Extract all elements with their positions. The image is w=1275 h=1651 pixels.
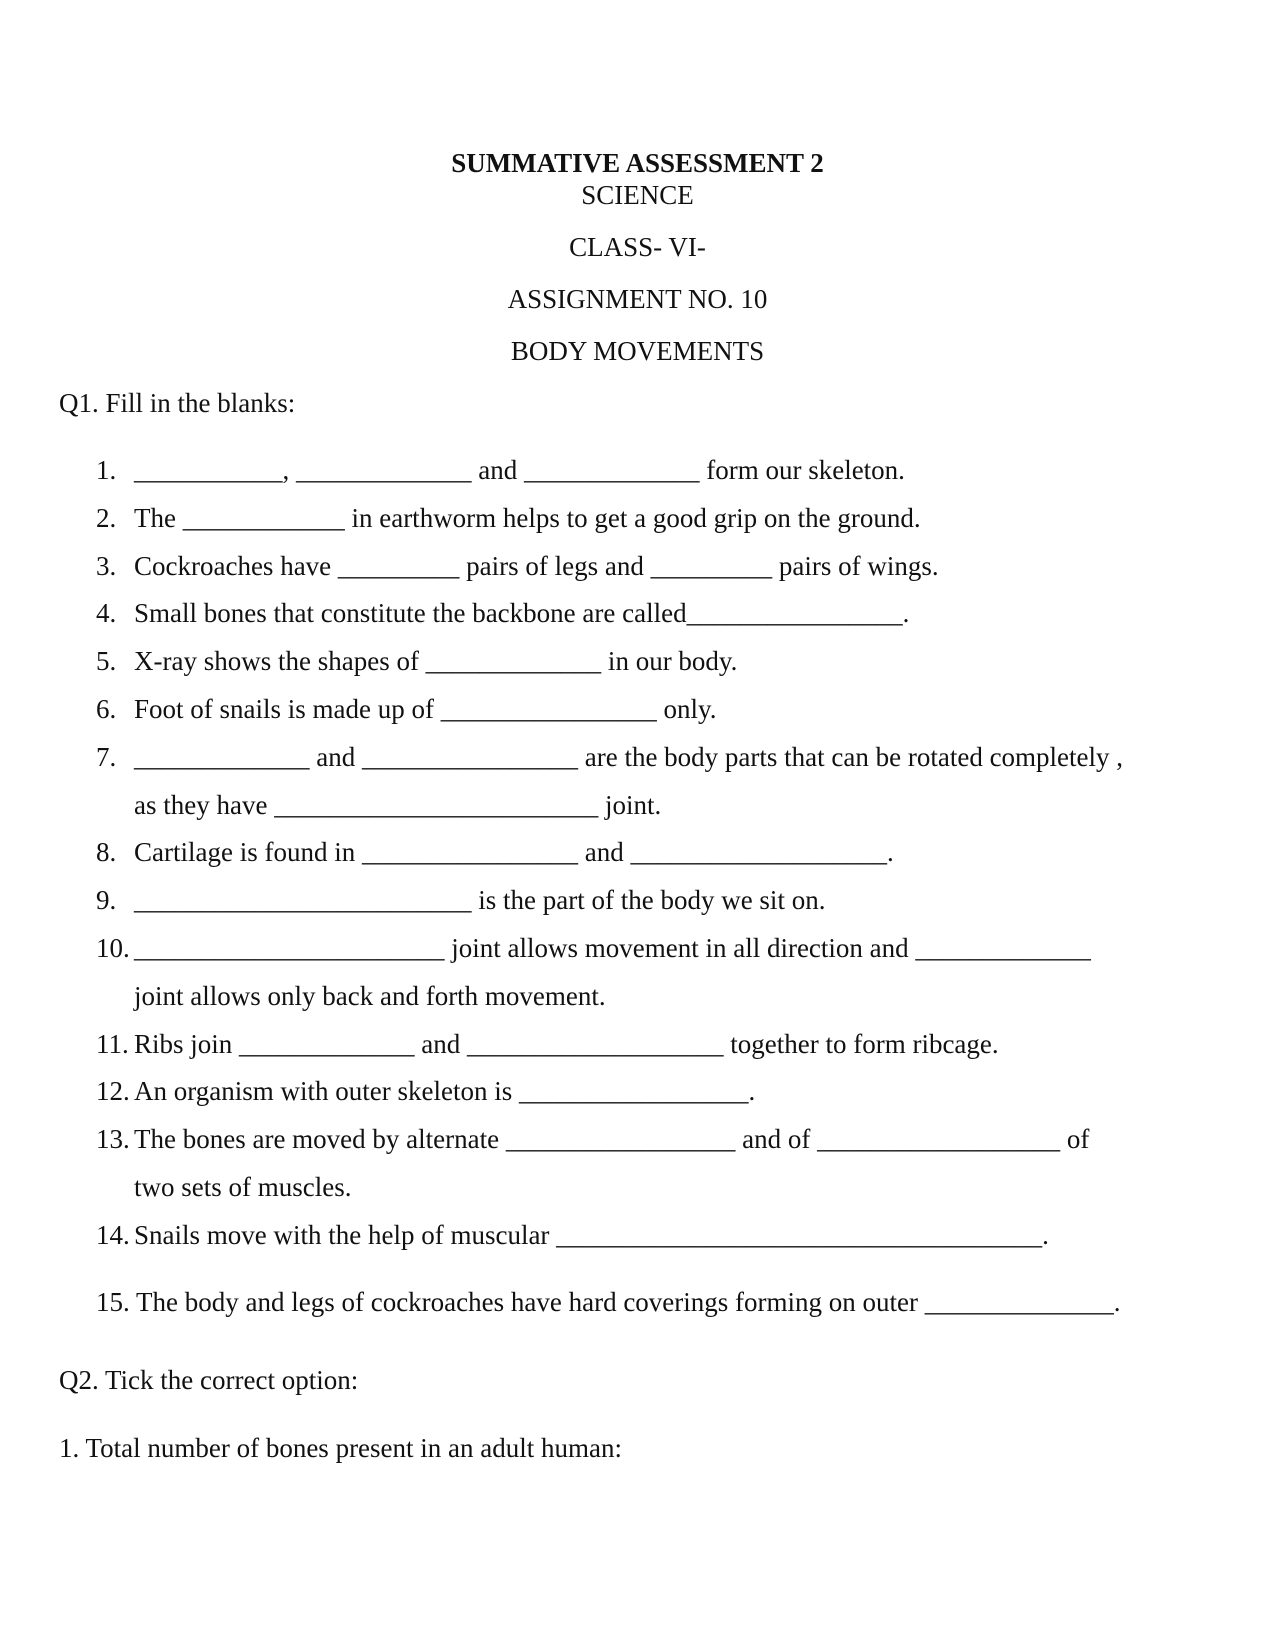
q1-item-7-continuation: as they have ________________________ joint. (134, 790, 662, 820)
q1-heading: Q1. Fill in the blanks: (59, 388, 296, 418)
q1-item-5-number: 5. (96, 646, 117, 676)
q1-item-4-text: Small bones that constitute the backbone are called________________. (134, 598, 910, 628)
q1-item-13-number: 13. (96, 1124, 130, 1154)
q1-item-11-number: 11. (96, 1029, 129, 1059)
assignment-title: ASSIGNMENT NO. 10 (507, 284, 768, 314)
q1-item-15-text: 15. The body and legs of cockroaches have hard coverings forming on outer ______________. (96, 1287, 1121, 1317)
q1-item-12-text: An organism with outer skeleton is _________________. (134, 1076, 756, 1106)
q2-item-1-text: 1. Total number of bones present in an adult human: (59, 1433, 622, 1463)
q1-item-8-text: Cartilage is found in ________________ and ___________________. (134, 837, 894, 867)
topic-title: BODY MOVEMENTS (510, 336, 765, 366)
q1-item-9-number: 9. (96, 885, 117, 915)
q2-heading: Q2. Tick the correct option: (59, 1365, 359, 1395)
q1-item-13-continuation: two sets of muscles. (134, 1172, 352, 1202)
q1-item-10-number: 10. (96, 933, 130, 963)
q1-item-6-number: 6. (96, 694, 117, 724)
q1-item-1-number: 1. (96, 455, 117, 485)
q1-item-2-number: 2. (96, 503, 117, 533)
q1-item-1-text: ___________, _____________ and _____________ form our skeleton. (134, 455, 905, 485)
q1-item-14-text: Snails move with the help of muscular ____________________________________. (134, 1220, 1049, 1250)
q1-item-4-number: 4. (96, 598, 117, 628)
q1-item-2-text: The ____________ in earthworm helps to get a good grip on the ground. (134, 503, 921, 533)
q1-item-8-number: 8. (96, 837, 117, 867)
q1-item-6-text: Foot of snails is made up of ________________ only. (134, 694, 717, 724)
q1-item-3-text: Cockroaches have _________ pairs of legs and _________ pairs of wings. (134, 551, 939, 581)
q1-item-9-text: _________________________ is the part of the body we sit on. (134, 885, 826, 915)
q1-item-7-text: _____________ and ________________ are the body parts that can be rotated completely , (134, 742, 1124, 772)
q1-item-11-text: Ribs join _____________ and ___________________ together to form ribcage. (134, 1029, 999, 1059)
subject-title: SCIENCE (581, 180, 694, 210)
class-title: CLASS- VI- (569, 232, 706, 262)
q1-item-13-text: The bones are moved by alternate _________________ and of __________________ of (134, 1124, 1090, 1154)
q1-item-14-number: 14. (96, 1220, 130, 1250)
q1-item-10-text: _______________________ joint allows movement in all direction and _____________ (134, 933, 1091, 963)
q1-item-12-number: 12. (96, 1076, 130, 1106)
assessment-title: SUMMATIVE ASSESSMENT 2 (451, 148, 824, 178)
q1-item-10-continuation: joint allows only back and forth movement. (134, 981, 606, 1011)
q1-item-3-number: 3. (96, 551, 117, 581)
q1-item-7-number: 7. (96, 742, 117, 772)
q1-item-5-text: X-ray shows the shapes of _____________ in our body. (134, 646, 738, 676)
